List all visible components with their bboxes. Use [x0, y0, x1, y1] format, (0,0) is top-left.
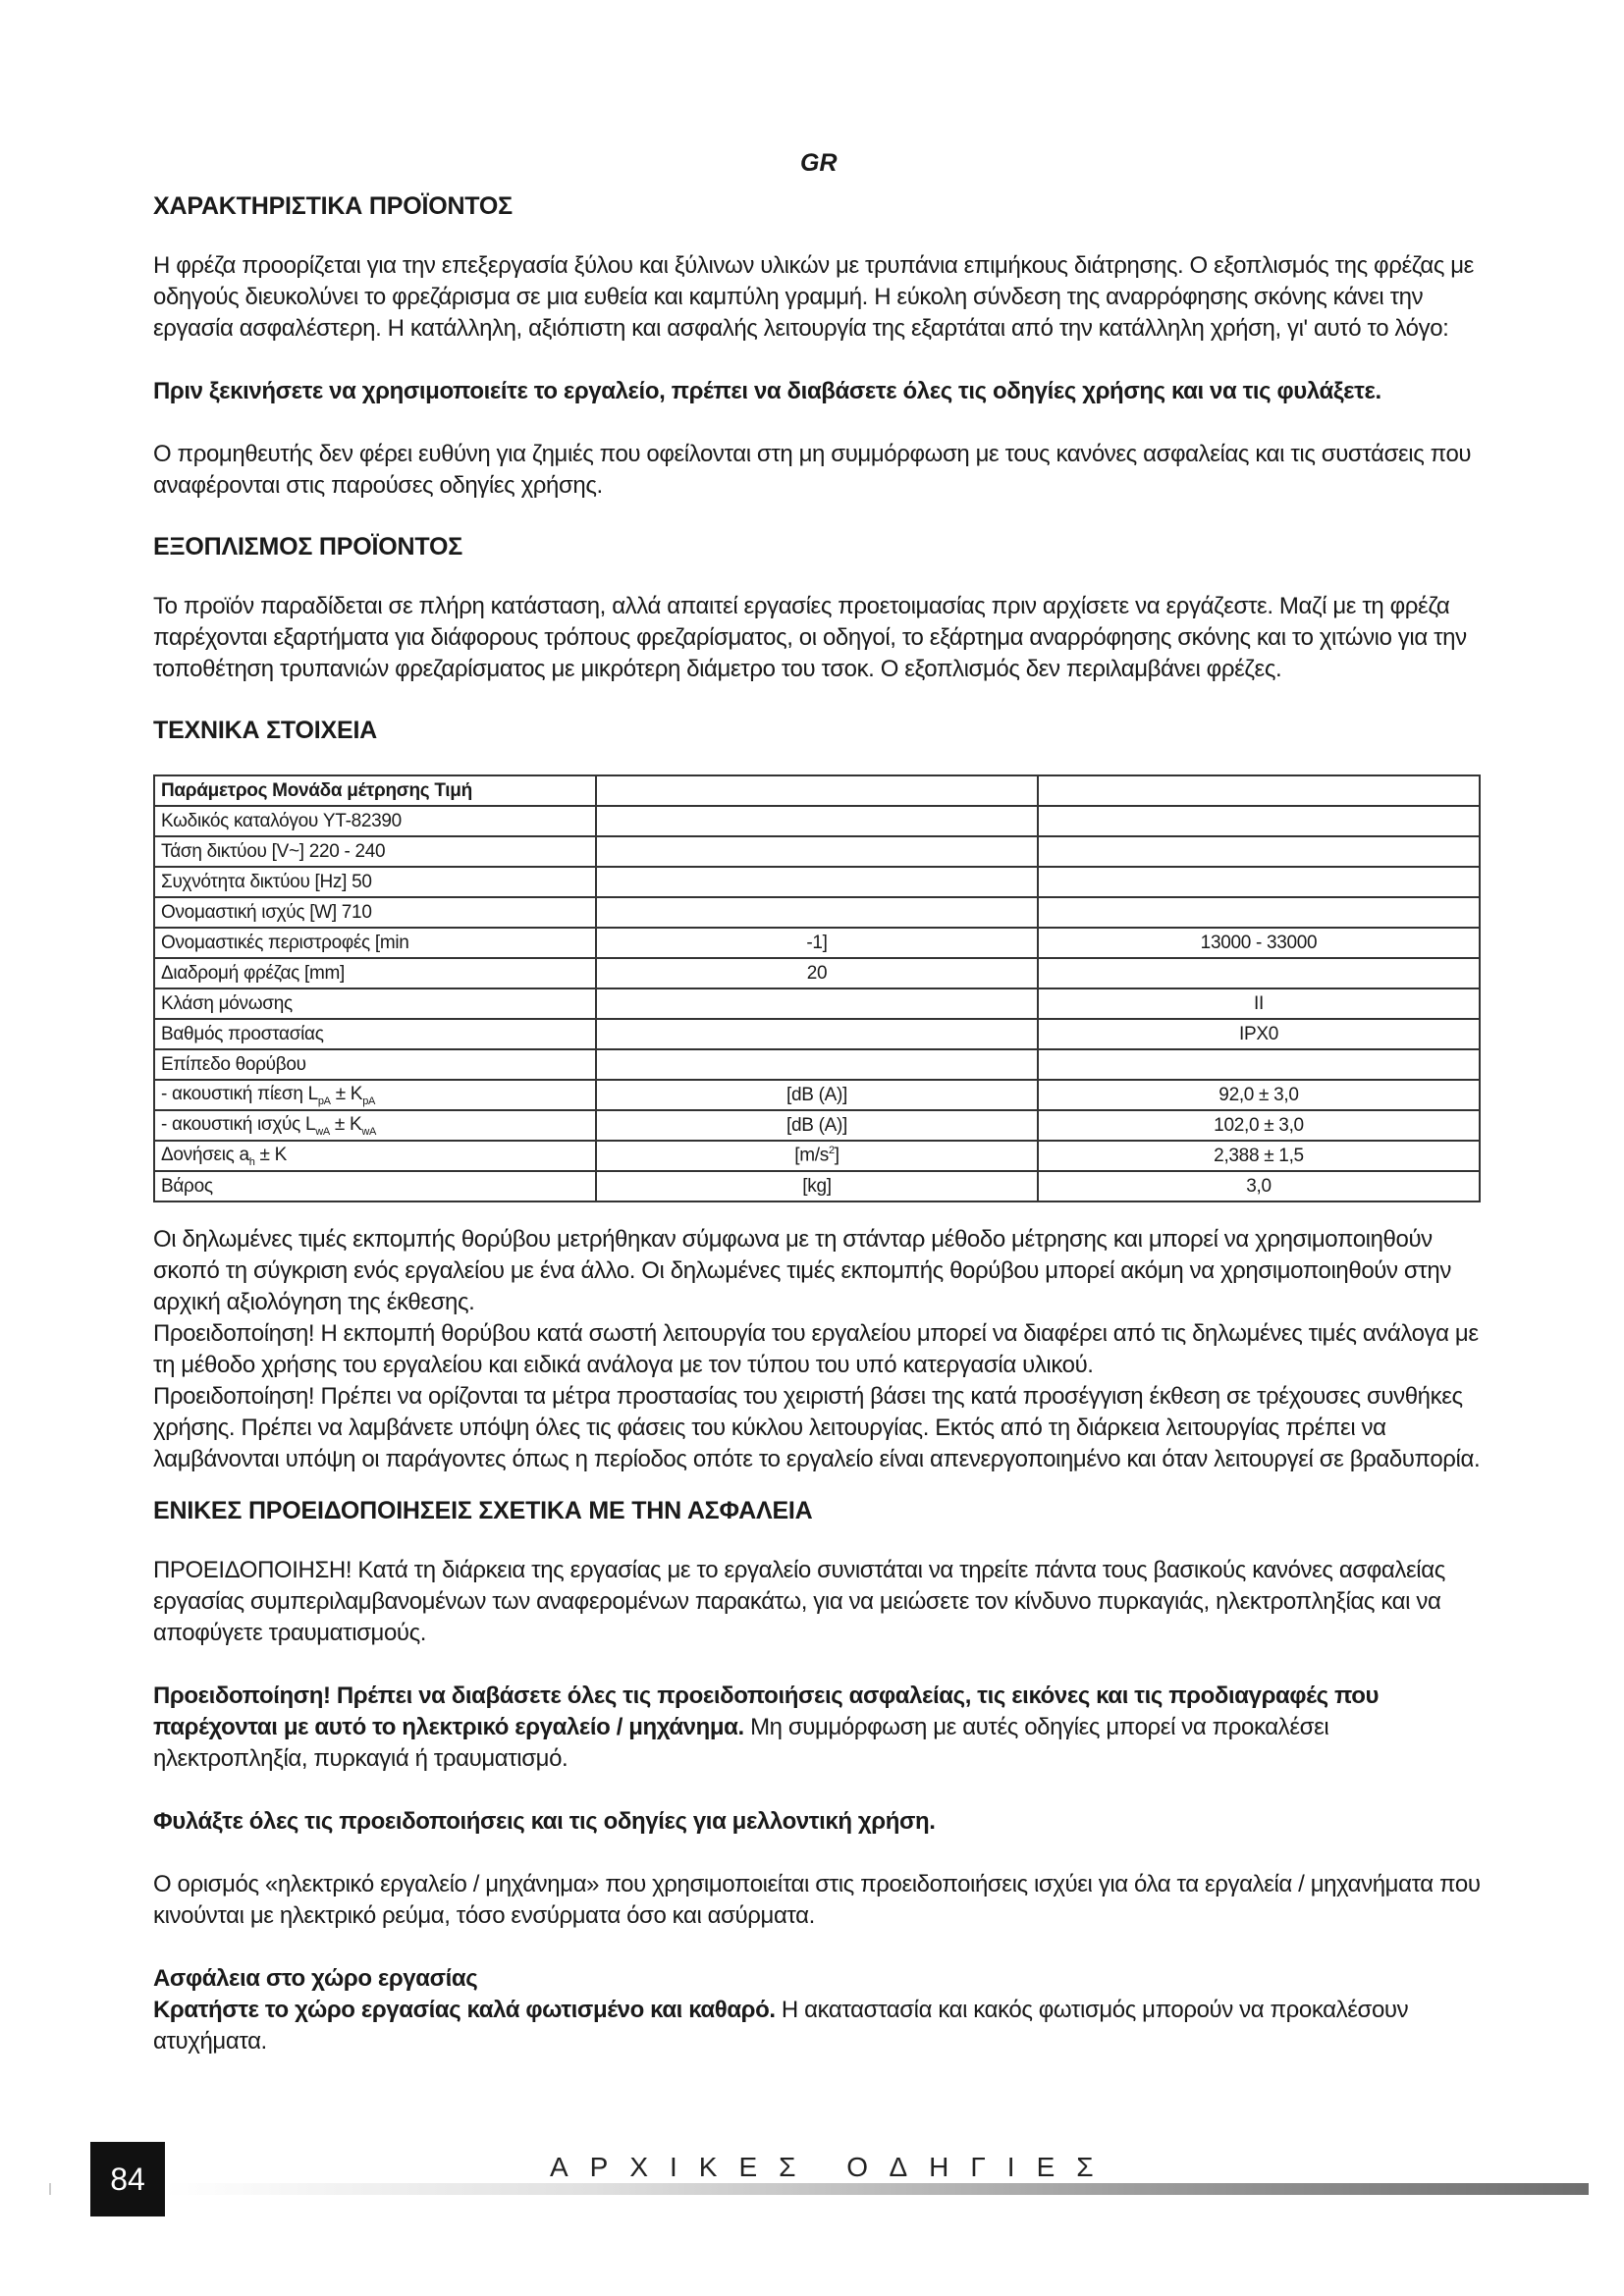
table-cell: Ονομαστική ισχύς [W] 710: [154, 897, 596, 928]
document-body: [153, 192, 1481, 2057]
paragraph-read-safety: Προειδοποίηση! Πρέπει να διαβάσετε όλες τις προειδοποιήσεις ασφαλείας, τις εικόνες και τις προδιαγραφές που παρέχονται με αυτό το ηλεκτρικό εργαλείο / μηχάνημα. Μη συμμόρφωση με αυτές οδηγίες μπορεί να προκαλέσει ηλεκτροπληξία, πυρκαγιά ή τραυματισμό.: [153, 1682, 1380, 1772]
table-cell: 102,0 ± 3,0: [1038, 1110, 1480, 1141]
subsection-title-workplace: Ασφάλεια στο χώρο εργασίας: [153, 1965, 478, 1992]
table-cell: Κλάση μόνωσης: [154, 988, 596, 1019]
table-cell: - ακουστική ισχύς $L_{wA} \pm K_{wA}$: [154, 1110, 596, 1141]
table-row: [154, 806, 1480, 836]
paragraph-safety-warning: ΠΡΟΕΙΔΟΠΟΙΗΣΗ! Κατά τη διάρκεια της εργασίας με το εργαλείο συνιστάται να τηρείτε πάντα τους βασικούς κανόνες ασφαλείας εργασίας συμπεριλαμβανομένων των αναφερομένων παρακάτω, για να μειώσετε τον κίνδυνο πυρκαγιάς, ηλεκτροπληξίας και να αποφύγετε τραυματισμούς.: [153, 1557, 1445, 1646]
table-cell: Επίπεδο θορύβου: [154, 1049, 596, 1080]
table-cell: II: [1038, 988, 1480, 1019]
page-number: 84: [90, 2142, 165, 2216]
table-row: [154, 1049, 1480, 1080]
table-cell: Βαθμός προστασίας: [154, 1019, 596, 1049]
paragraph-equipment: Το προϊόν παραδίδεται σε πλήρη κατάσταση, αλλά απαιτεί εργασίες προετοιμασίας πριν αρχίσετε να εργάζεστε. Μαζί με τη φρέζα παρέχονται εξαρτήματα για διάφορους τρόπους φρεζαρίσματος, οι οδηγοί, το εξάρτημα αναρρόφησης σκόνης και το χιτώνιο για την τοποθέτηση τρυπανιών φρεζαρίσματος με μικρότερη διάμετρο του τσοκ. Ο εξοπλισμός δεν περιλαμβάνει φρέζες.: [153, 593, 1467, 682]
paragraph-product-purpose: Η φρέζα προορίζεται για την επεξεργασία ξύλου και ξύλινων υλικών με τρυπάνια επιμήκους διάτρησης. Ο εξοπλισμός της φρέζας με οδηγούς διευκολύνει το φρεζάρισμα σε μια ευθεία και καμπύλη γραμμή. Η εύκολη σύνδεση της αναρρόφησης σκόνης κάνει την εργασία ασφαλέστερη. Η κατάλληλη, αξιόπιστη και ασφαλής λειτουργία της εξαρτάται από την κατάλληλη χρήση, γι' αυτό το λόγο:: [153, 252, 1474, 342]
table-row: [154, 1141, 1480, 1171]
table-cell: Βάρος: [154, 1171, 596, 1201]
footer-divider: [165, 2183, 1589, 2195]
table-cell: [dB (A)]: [596, 1080, 1038, 1110]
table-row: [154, 958, 1480, 988]
table-cell: $[m/s^2]$: [596, 1141, 1038, 1171]
table-row: [154, 897, 1480, 928]
section-title-general-safety: ΕΝΙΚΕΣ ΠΡΟΕΙΔΟΠΟΙΗΣΕΙΣ ΣΧΕΤΙΚΑ ΜΕ ΤΗΝ ΑΣΦΑΛΕΙΑ: [153, 1497, 813, 1524]
table-cell: [kg]: [596, 1171, 1038, 1201]
table-row: [154, 928, 1480, 958]
noise-notes: [153, 1224, 1481, 1475]
paragraph-keep-warnings: Φυλάξτε όλες τις προειδοποιήσεις και τις οδηγίες για μελλοντική χρήση.: [153, 1808, 936, 1835]
paragraph-noise-warning: Προειδοποίηση! Η εκπομπή θορύβου κατά σωστή λειτουργία του εργαλείου μπορεί να διαφέρει από τις δηλωμένες τιμές ανάλογα με τη μέθοδο χρήσης του εργαλείου και ειδικά ανάλογα με τον τύπου του υπό κατεργασία υλικού.: [153, 1320, 1479, 1378]
table-row: [154, 1110, 1480, 1141]
section-title-technical-data: ΤΕΧΝΙΚΑ ΣΤΟΙΧΕΙΑ: [153, 717, 378, 744]
paragraph-liability: Ο προμηθευτής δεν φέρει ευθύνη για ζημιές που οφείλονται στη μη συμμόρφωση με τους κανόνες ασφαλείας και τις συστάσεις που αναφέρονται στις παρούσες οδηγίες χρήσης.: [153, 441, 1472, 499]
table-cell: 3,0: [1038, 1171, 1480, 1201]
section-title-product-equipment: ΕΞΟΠΛΙΣΜΟΣ ΠΡΟΪΟΝΤΟΣ: [153, 533, 462, 561]
footer-title: ΑΡΧΙΚΕΣ ΟΔΗΓΙΕΣ: [550, 2152, 1115, 2182]
table-cell: [dB (A)]: [596, 1110, 1038, 1141]
table-row: [154, 1019, 1480, 1049]
table-row: [154, 836, 1480, 867]
paragraph-workplace: Κρατήστε το χώρο εργασίας καλά φωτισμένο και καθαρό. Η ακαταστασία και κακός φωτισμός μπορούν να προκαλέσουν ατυχήματα.: [153, 1997, 1409, 2055]
table-cell: Τάση δικτύου [V~] 220 - 240: [154, 836, 596, 867]
table-cell: - ακουστική πίεση $L_{pA} \pm K_{pA}$: [154, 1080, 596, 1110]
table-cell: Συχνότητα δικτύου [Hz] 50: [154, 867, 596, 897]
table-cell: Διαδρομή φρέζας [mm]: [154, 958, 596, 988]
section-title-product-features: ΧΑΡΑΚΤΗΡΙΣΤΙΚΑ ΠΡΟΪΟΝΤΟΣ: [153, 192, 513, 220]
table-cell: Ονομαστικές περιστροφές [min: [154, 928, 596, 958]
table-row: [154, 988, 1480, 1019]
table-cell: Κωδικός καταλόγου YT-82390: [154, 806, 596, 836]
table-cell: Παράμετρος Μονάδα μέτρησης Τιμή: [154, 775, 596, 806]
table-cell: 13000 - 33000: [1038, 928, 1480, 958]
paragraph-noise-declared: Οι δηλωμένες τιμές εκπομπής θορύβου μετρήθηκαν σύμφωνα με τη στάνταρ μέθοδο μέτρησης και μπορεί να χρησιμοποιηθούν σκοπό τη σύγκριση ενός εργαλείου με ένα άλλο. Οι δηλωμένες τιμές εκπομπής θορύβου μπορεί ακόμη να χρησιμοποιηθούν στην αρχική αξιολόγηση της έκθεσης.: [153, 1226, 1451, 1315]
paragraph-operator-protection: Προειδοποίηση! Πρέπει να ορίζονται τα μέτρα προστασίας του χειριστή βάσει της κατά προσέγγιση έκθεση σε τρέχουσες συνθήκες χρήσης. Πρέπει να λαμβάνετε υπόψη όλες τις φάσεις του κύκλου λειτουργίας. Εκτός από τη διάρκεια λειτουργίας πρέπει να λαμβάνονται υπόψη οι παράγοντες όπως η περίοδος οπότε το εργαλείο είναι απενεργοποιημένο και όταν λειτουργεί σε βραδυπορία.: [153, 1383, 1481, 1472]
table-cell: Δονήσεις $a_h \pm K$: [154, 1141, 596, 1171]
table-row: [154, 1171, 1480, 1201]
page-footer: [0, 2142, 1624, 2220]
table-row: [154, 1080, 1480, 1110]
paragraph-definition: Ο ορισμός «ηλεκτρικό εργαλείο / μηχάνημα» που χρησιμοποιείται στις προειδοποιήσεις ισχύει για όλα τα εργαλεία / μηχανήματα που κινούνται με ηλεκτρικό ρεύμα, τόσο ενσύρματα όσο και ασύρματα.: [153, 1871, 1481, 1929]
language-code: GR: [800, 149, 838, 177]
table-cell: 2,388 ± 1,5: [1038, 1141, 1480, 1171]
table-cell: IPX0: [1038, 1019, 1480, 1049]
table-row: [154, 775, 1480, 806]
table-row: [154, 867, 1480, 897]
technical-data-table: [153, 774, 1481, 1202]
paragraph-read-instructions: Πριν ξεκινήσετε να χρησιμοποιείτε το εργαλείο, πρέπει να διαβάσετε όλες τις οδηγίες χρήσης και να τις φυλάξετε.: [153, 378, 1381, 404]
table-cell: 92,0 ± 3,0: [1038, 1080, 1480, 1110]
table-cell: 20: [596, 958, 1038, 988]
table-cell: -1]: [596, 928, 1038, 958]
